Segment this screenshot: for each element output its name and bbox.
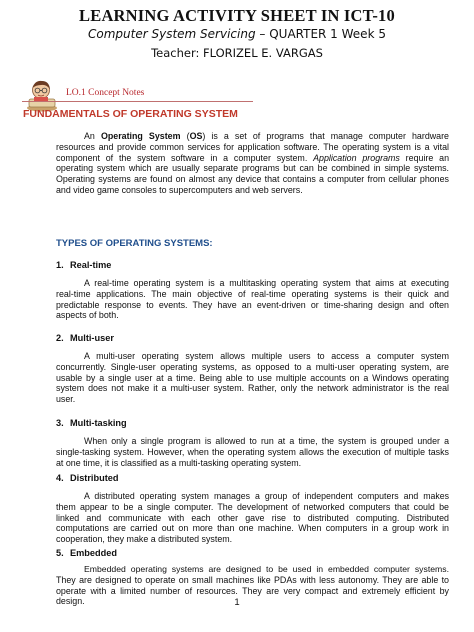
sheet-title: LEARNING ACTIVITY SHEET IN ICT-10: [79, 6, 395, 25]
paragraph-line: design.: [56, 596, 85, 607]
course-name: Computer System Servicing: [88, 27, 256, 41]
item-heading-real-time: [56, 260, 111, 270]
paragraph-line: A real-time operating system is a multitasking operating system that aims at executing: [84, 278, 449, 288]
item-title: Multi-tasking: [70, 418, 127, 428]
paragraph-line: linked and communicate with each other gave rise to distributed computing. Distributed: [56, 512, 449, 523]
real-time-paragraph: [56, 278, 449, 321]
item-number: 3.: [56, 418, 64, 428]
paragraph-line: aspects of both.: [56, 310, 119, 321]
item-number: 2.: [56, 333, 64, 343]
multi-user-paragraph: [56, 351, 449, 405]
item-title: Real-time: [70, 260, 112, 270]
course-dash: –: [255, 27, 270, 41]
item-title: Embedded: [70, 548, 117, 558]
item-title: Distributed: [70, 473, 119, 483]
paragraph-line: When only a single program is allowed to run at a time, the system is grouped under a: [84, 436, 449, 446]
item-heading-multi-tasking: [56, 418, 127, 428]
intro-line-5: Operating systems are found on almost any device that contains a computer from cellular phones: [56, 174, 449, 185]
paragraph-line: A multi-user operating system allows multiple users to access a computer system: [84, 351, 449, 361]
paragraph-line: operate with a limited number of resources. They are very compact and extremely efficient by: [56, 585, 449, 596]
paragraph-line: real-time applications. The main objective of real-time operating systems is their quick and: [56, 288, 449, 299]
item-title: Multi-user: [70, 333, 114, 343]
quarter-week: QUARTER 1 Week 5: [269, 27, 386, 41]
paragraph-line: Embedded operating systems are designed to be used in embedded computer systems.: [84, 564, 449, 574]
item-heading-multi-user: [56, 333, 114, 343]
intro-line-2: resources and provide common services for application software. The operating system is a vital: [56, 141, 449, 152]
main-heading: FUNDAMENTALS OF OPERATING SYSTEM: [23, 108, 238, 120]
item-number: 1.: [56, 260, 64, 270]
paragraph-line: user.: [56, 394, 76, 405]
paragraph-line: single-tasking system. However, when the operating system allows the execution of multiple tasks: [56, 446, 449, 457]
paragraph-line: system does not make it a multi-user system. Rather, only the network administrator is the real: [56, 383, 449, 394]
lo-divider: [22, 101, 253, 102]
item-heading-distributed: [56, 473, 119, 483]
item-number: 5.: [56, 548, 64, 558]
multi-tasking-paragraph: [56, 436, 449, 468]
paragraph-line: cooperation, they make a distributed system.: [56, 534, 233, 545]
distributed-paragraph: [56, 491, 449, 545]
paragraph-line: computations are carried out on more than one machine. When computers in a group work in: [56, 523, 449, 534]
intro-line-6: and video game consoles to supercomputers and web servers.: [56, 184, 303, 195]
lo-concept-notes-label: LO.1 Concept Notes: [66, 88, 145, 98]
paragraph-line: at one time, it is classified as a multi-tasking operating system.: [56, 457, 302, 468]
paragraph-line: A distributed operating system manages a group of independent computers and makes: [84, 491, 449, 501]
teacher-line: Teacher: FLORIZEL E. VARGAS: [151, 46, 323, 60]
item-number: 4.: [56, 473, 64, 483]
types-heading: TYPES OF OPERATING SYSTEMS:: [56, 238, 213, 249]
intro-line-3: component of the system software in a computer system. Application programs require an: [56, 152, 450, 163]
student-mascot-icon: [25, 78, 59, 112]
intro-line-4: operating system which are usually separate programs but can be combined in simple systems.: [56, 163, 449, 174]
paragraph-line: usable by a single user at a time. Being able to use multiple accounts on a Windows operating: [56, 372, 449, 383]
page-number: 1: [234, 597, 240, 608]
intro-line-1: An Operating System (OS) is a set of programs that manage computer hardware: [84, 131, 449, 141]
paragraph-line: concurrently. Single-user operating systems, as opposed to a multi-user operating system, are: [56, 361, 449, 372]
paragraph-line: them appear to be a single computer. The development of networked computers that could be: [56, 501, 449, 512]
paragraph-line: predictable response to events. They have an event-driven or time-sharing design and often: [56, 299, 449, 310]
course-line: [0, 27, 474, 41]
paragraph-line: They are designed to operate on small machines like PDAs with less autonomy. They are able to: [56, 574, 449, 585]
item-heading-embedded: [56, 548, 117, 558]
intro-paragraph: [56, 131, 449, 196]
